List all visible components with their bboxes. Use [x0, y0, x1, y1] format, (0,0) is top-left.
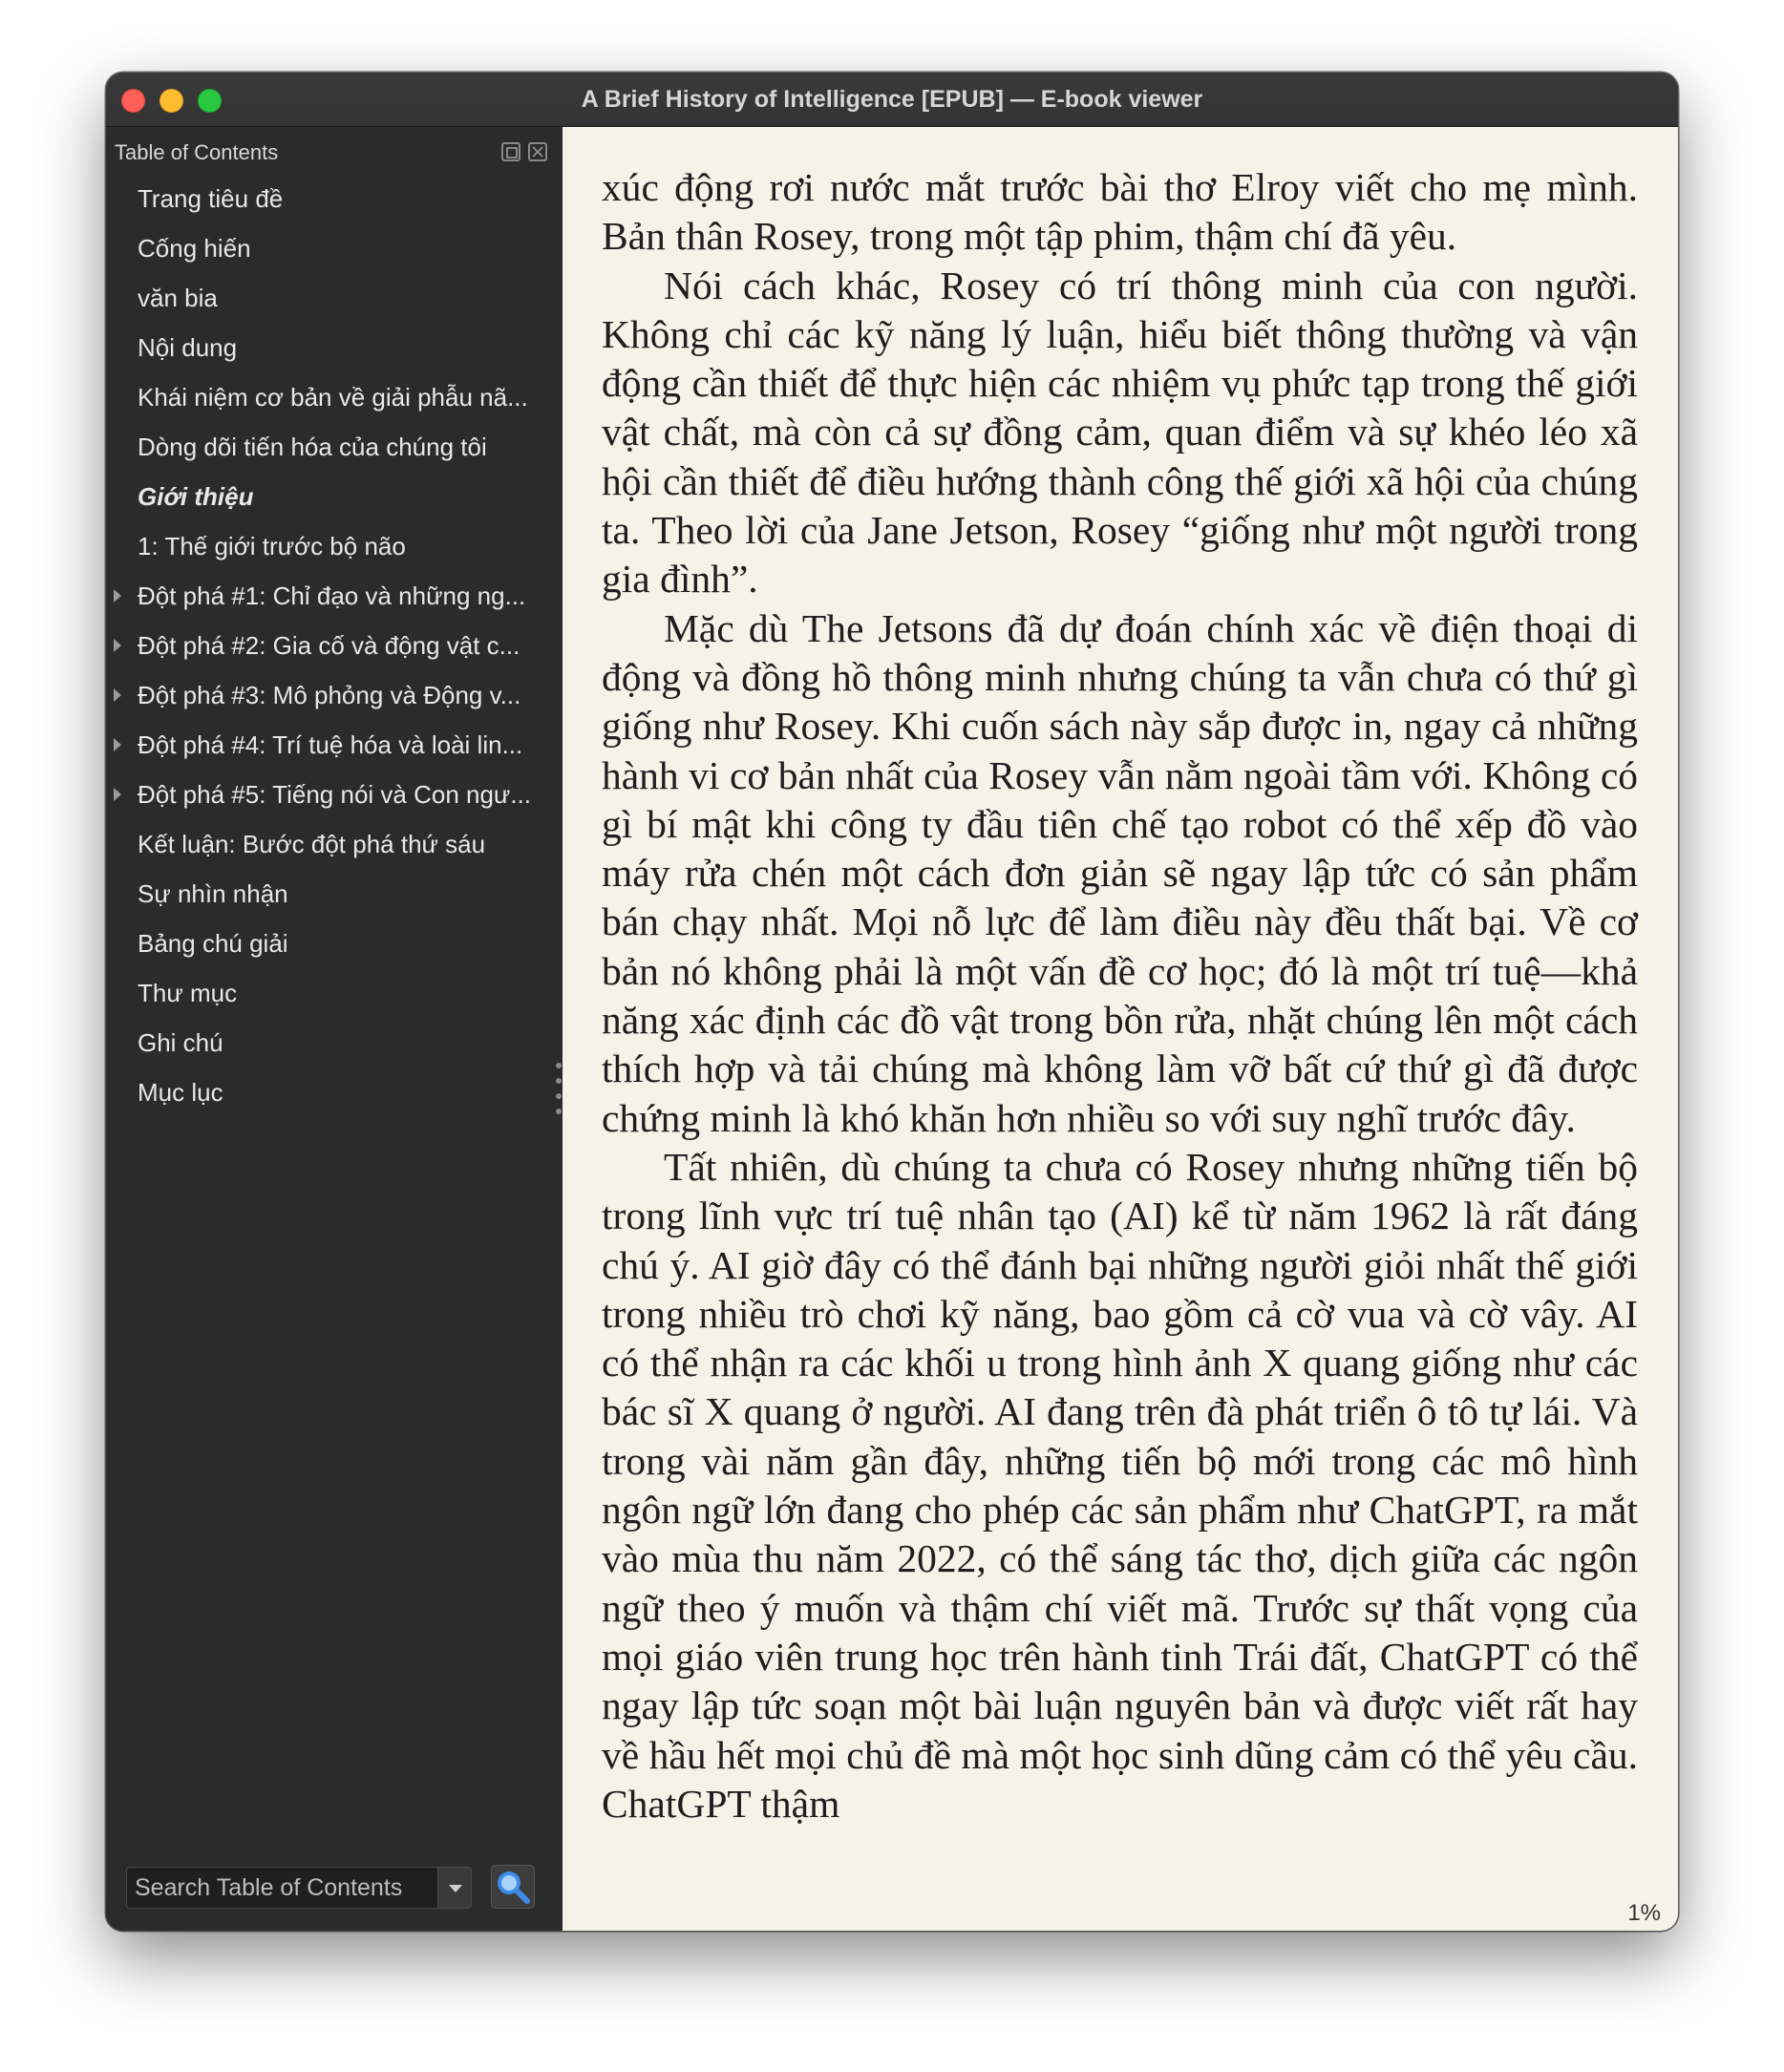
toc-item-label: Kết luận: Bước đột phá thứ sáu [138, 830, 486, 858]
toc-item-label: Đột phá #1: Chỉ đạo và những ng... [138, 581, 526, 610]
close-panel-icon[interactable] [528, 142, 547, 161]
toc-item-label: Khái niệm cơ bản về giải phẫu nã... [138, 383, 528, 412]
toc-list [106, 174, 555, 1117]
expand-arrow-icon[interactable] [114, 589, 121, 603]
toc-item-label: Dòng dõi tiến hóa của chúng tôi [138, 433, 487, 461]
toc-item-lineage[interactable] [106, 422, 555, 472]
toc-item-label: Giới thiệu [138, 482, 254, 511]
toc-item-acknowledgments[interactable] [106, 869, 555, 919]
toc-item-breakthrough-1[interactable] [106, 571, 555, 621]
toc-item-label: văn bia [138, 284, 218, 312]
toc-item-label: 1: Thế giới trước bộ não [138, 532, 406, 560]
toc-item-glossary[interactable] [106, 919, 555, 968]
toc-item-breakthrough-3[interactable] [106, 670, 555, 720]
toc-item-label: Trang tiêu đề [138, 184, 284, 213]
float-panel-icon[interactable] [501, 142, 520, 161]
toc-item-label: Ghi chú [138, 1028, 223, 1057]
toc-item-label: Đột phá #4: Trí tuệ hóa và loài lin... [138, 730, 523, 759]
expand-arrow-icon[interactable] [114, 639, 121, 652]
toc-item-label: Sự nhìn nhận [138, 879, 288, 908]
toc-item-breakthrough-5[interactable] [106, 770, 555, 819]
toc-item-index[interactable] [106, 1068, 555, 1117]
toc-item-brain-anatomy[interactable] [106, 372, 555, 422]
toc-item-introduction[interactable] [106, 472, 555, 521]
toc-item-breakthrough-4[interactable] [106, 720, 555, 770]
toc-item-epigraph[interactable] [106, 273, 555, 323]
paragraph: Nói cách khác, Rosey có trí thông minh của con người. Không chỉ các kỹ năng lý luận, hiểu biết thông thường và vận động cần thiết để thực hiện các nhiệm vụ phức tạp trong thế giới vật chất, mà còn cả sự đồng cảm, quan điểm và sự khéo léo xã hội cần thiết để điều hướng thành công thế giới xã hội của chúng ta. Theo lời của Jane Jetson, Rosey “giống như một người trong gia đình”. [602, 263, 1638, 602]
toc-item-breakthrough-2[interactable] [106, 621, 555, 670]
expand-arrow-icon[interactable] [114, 738, 121, 751]
toc-sidebar [106, 127, 563, 1931]
search-history-dropdown[interactable] [437, 1867, 472, 1909]
reader-pane[interactable] [563, 127, 1678, 1931]
toc-item-notes[interactable] [106, 1018, 555, 1068]
expand-arrow-icon[interactable] [114, 688, 121, 702]
toc-item-label: Mục lục [138, 1078, 223, 1107]
reading-progress: 1% [1627, 1900, 1661, 1926]
window-title: A Brief History of Intelligence [EPUB] — E-book viewer [581, 86, 1203, 113]
title-bar[interactable] [106, 73, 1678, 127]
toc-item-label: Bảng chú giải [138, 929, 288, 958]
toc-item-chapter-1[interactable] [106, 521, 555, 571]
toc-item-label: Nội dung [138, 333, 238, 362]
splitter-handle[interactable] [555, 1063, 563, 1120]
toc-item-dedication[interactable] [106, 223, 555, 273]
book-page-text [602, 163, 1638, 1829]
paragraph: Tất nhiên, dù chúng ta chưa có Rosey nhưng những tiến bộ trong lĩnh vực trí tuệ nhân tạo (AI) kể từ năm 1962 là rất đáng chú ý. AI giờ đây có thể đánh bại những người giỏi nhất thế giới trong nhiều trò chơi kỹ năng, bao gồm cả cờ vua và cờ vây. AI có thể nhận ra các khối u trong hình ảnh X quang giống như các bác sĩ X quang ở người. AI đang trên đà phát triển ô tô tự lái. Và trong vài năm gần đây, những tiến bộ mới trong các mô hình ngôn ngữ lớn đang cho phép các sản phẩm như ChatGPT, ra mắt vào mùa thu năm 2022, có thể sáng tác thơ, dịch giữa các ngôn ngữ theo ý muốn và thậm chí viết mã. Trước sự thất vọng của mọi giáo viên trung học trên hành tinh Trái đất, ChatGPT có thể ngay lập tức soạn một bài luận nguyên bản và được viết rất hay về hầu hết mọi chủ đề mà một học sinh dũng cảm có thể yêu cầu. ChatGPT thậm [602, 1144, 1638, 1826]
toc-item-conclusion[interactable] [106, 819, 555, 869]
toc-item-title-page[interactable] [106, 174, 555, 223]
search-button[interactable] [491, 1865, 535, 1909]
search-icon [492, 1866, 534, 1908]
toc-item-label: Đột phá #3: Mô phỏng và Động v... [138, 681, 521, 709]
paragraph: Mặc dù The Jetsons đã dự đoán chính xác về điện thoại di động và đồng hồ thông minh nhưng chúng ta vẫn chưa có thứ gì giống như Rosey. Khi cuốn sách này sắp được in, ngay cả những hành vi cơ bản nhất của Rosey vẫn nằm ngoài tầm với. Không có gì bí mật khi công ty đầu tiên chế tạo robot có thể xếp đồ vào máy rửa chén một cách đơn giản sẽ ngay lập tức có sản phẩm bán chạy nhất. Mọi nỗ lực để làm điều này đều thất bại. Về cơ bản nó không phải là một vấn đề cơ học; đó là một trí tuệ—khả năng xác định các đồ vật trong bồn rửa, nhặt chúng lên một cách thích hợp và tải chúng mà không làm vỡ bất cứ thứ gì đã được chứng minh là khó khăn hơn nhiều so với suy nghĩ trước đây. [602, 605, 1638, 1140]
toc-item-label: Đột phá #2: Gia cố và động vật c... [138, 631, 520, 660]
toc-item-bibliography[interactable] [106, 968, 555, 1018]
toc-item-label: Thư mục [138, 979, 238, 1007]
toc-item-contents[interactable] [106, 323, 555, 372]
toc-search-input[interactable] [126, 1867, 438, 1909]
ebook-viewer-window [106, 73, 1678, 1931]
toc-header: Table of Contents [115, 140, 279, 164]
expand-arrow-icon[interactable] [114, 788, 121, 801]
paragraph: xúc động rơi nước mắt trước bài thơ Elroy viết cho mẹ mình. Bản thân Rosey, trong một tập phim, thậm chí đã yêu. [602, 165, 1638, 259]
toc-item-label: Cống hiến [138, 234, 251, 263]
toc-item-label: Đột phá #5: Tiếng nói và Con ngư... [138, 780, 532, 809]
